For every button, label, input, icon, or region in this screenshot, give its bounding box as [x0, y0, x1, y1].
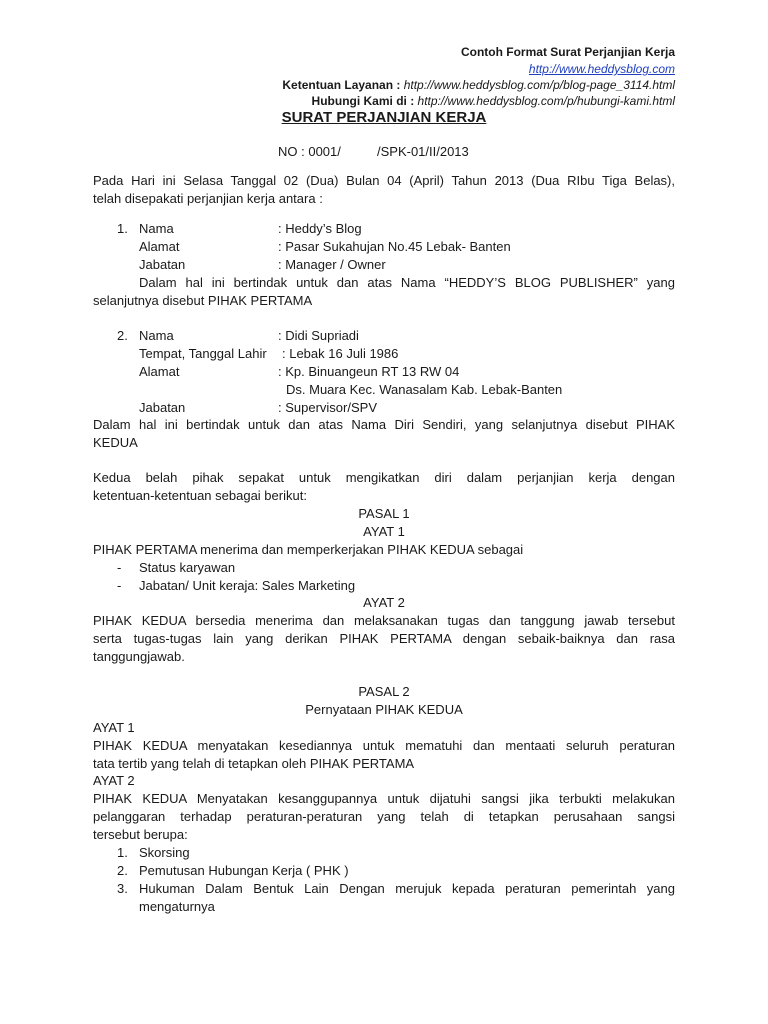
pasal1-title: PASAL 1 [358, 506, 410, 521]
pasal1-ayat2-line-2: serta tugas-tugas lain yang derikan PIHAK PERTAMA dengan sebaik-baiknya dan rasa [93, 631, 675, 646]
party2-birth-label: Tempat, Tanggal Lahir [139, 346, 267, 361]
pasal2-ayat1-line-1: PIHAK KEDUA menyatakan kesediannya untuk mematuhi dan mentaati seluruh peraturan [93, 738, 675, 753]
party1-position-value: : Manager / Owner [278, 257, 386, 272]
document-title: SURAT PERJANJIAN KERJA [281, 109, 487, 126]
pasal1-item-2: Jabatan/ Unit keraja: Sales Marketing [139, 578, 356, 593]
bullet-1: - [117, 560, 122, 575]
bullet-2: - [117, 578, 122, 593]
sanction-item-2: Pemutusan Hubungan Kerja ( PHK ) [139, 863, 349, 878]
pasal1-item-1: Status karyawan [139, 560, 236, 575]
sanction-item-1: Skorsing [139, 845, 190, 860]
pasal2-ayat2-line-3: tersebut berupa: [93, 827, 188, 842]
sanction-number-3: 3. [117, 881, 128, 896]
sanction-item-3-line-2: mengaturnya [139, 899, 215, 914]
pasal1-ayat1-text: PIHAK PERTAMA menerima dan memperkerjakan PIHAK KEDUA sebagai [93, 542, 524, 557]
sanction-number-2: 2. [117, 863, 128, 878]
contact-url[interactable]: http://www.heddysblog.com/p/hubungi-kami.html [417, 94, 675, 108]
party1-number: 1. [117, 221, 128, 236]
pasal2-ayat1-title: AYAT 1 [93, 720, 135, 735]
party1-role-line-1: Dalam hal ini bertindak untuk dan atas Nama “HEDDY’S BLOG PUBLISHER” yang [139, 275, 675, 290]
header-title: Contoh Format Surat Perjanjian Kerja [460, 45, 675, 59]
party2-name-label: Nama [139, 328, 174, 343]
party2-position-label: Jabatan [139, 400, 186, 415]
party2-role-line-1: Dalam hal ini bertindak untuk dan atas Nama Diri Sendiri, yang selanjutnya disebut PIHAK [93, 417, 675, 432]
party1-name-value: : Heddy’s Blog [278, 221, 362, 236]
party2-role-line-2: KEDUA [93, 435, 138, 450]
header-contact: Hubungi Kami di : http://www.heddysblog.com/p/hubungi-kami.html [311, 94, 675, 108]
party2-address-value: : Kp. Binuangeun RT 13 RW 04 [278, 364, 460, 379]
agreement-line-1: Kedua belah pihak sepakat untuk mengikatkan diri dalam perjanjian kerja dengan [93, 470, 675, 485]
document-number: NO : 0001/ /SPK-01/II/2013 [278, 144, 469, 159]
pasal1-ayat2-line-1: PIHAK KEDUA bersedia menerima dan melaksanakan tugas dan tanggung jawab tersebut [93, 613, 675, 628]
sanction-item-3: Hukuman Dalam Bentuk Lain Dengan merujuk kepada peraturan pemerintah yang [139, 881, 675, 896]
party1-role-line-2: selanjutnya disebut PIHAK PERTAMA [93, 293, 313, 308]
header-link[interactable]: http://www.heddysblog.com [528, 62, 675, 76]
party2-position-value: : Supervisor/SPV [278, 400, 377, 415]
pasal2-ayat2-title: AYAT 2 [93, 773, 135, 788]
agreement-line-2: ketentuan-ketentuan sebagai berikut: [93, 488, 307, 503]
party2-birth-value: : Lebak 16 Juli 1986 [282, 346, 399, 361]
party2-name-value: : Didi Supriadi [278, 328, 359, 343]
party1-name-label: Nama [139, 221, 174, 236]
pasal2-ayat2-line-1: PIHAK KEDUA Menyatakan kesanggupannya untuk dijatuhi sangsi jika terbukti melakukan [93, 791, 675, 806]
pasal2-title: PASAL 2 [358, 684, 410, 699]
party1-position-label: Jabatan [139, 257, 186, 272]
sanction-number-1: 1. [117, 845, 128, 860]
party2-address-value-2: Ds. Muara Kec. Wanasalam Kab. Lebak-Banten [286, 382, 563, 397]
pasal2-ayat2-line-2: pelanggaran terhadap peraturan-peraturan yang telah di tetapkan perusahaan sangsi [93, 809, 675, 824]
terms-url[interactable]: http://www.heddysblog.com/p/blog-page_3114.html [403, 78, 675, 92]
intro-line-2: telah disepakati perjanjian kerja antara : [93, 191, 323, 206]
pasal2-subtitle: Pernyataan PIHAK KEDUA [305, 702, 463, 717]
pasal1-ayat2-title: AYAT 2 [363, 595, 405, 610]
header-terms: Ketentuan Layanan : http://www.heddysblog.com/p/blog-page_3114.html [282, 78, 675, 92]
pasal1-ayat1-title: AYAT 1 [363, 524, 405, 539]
pasal1-ayat2-line-3: tanggungjawab. [93, 649, 185, 664]
pasal2-ayat1-line-2: tata tertib yang telah di tetapkan oleh PIHAK PERTAMA [93, 756, 415, 771]
party1-address-label: Alamat [139, 239, 180, 254]
party2-address-label: Alamat [139, 364, 180, 379]
party2-number: 2. [117, 328, 128, 343]
intro-line-1: Pada Hari ini Selasa Tanggal 02 (Dua) Bulan 04 (April) Tahun 2013 (Dua RIbu Tiga Belas), [93, 173, 675, 188]
party1-address-value: : Pasar Sukahujan No.45 Lebak- Banten [278, 239, 511, 254]
